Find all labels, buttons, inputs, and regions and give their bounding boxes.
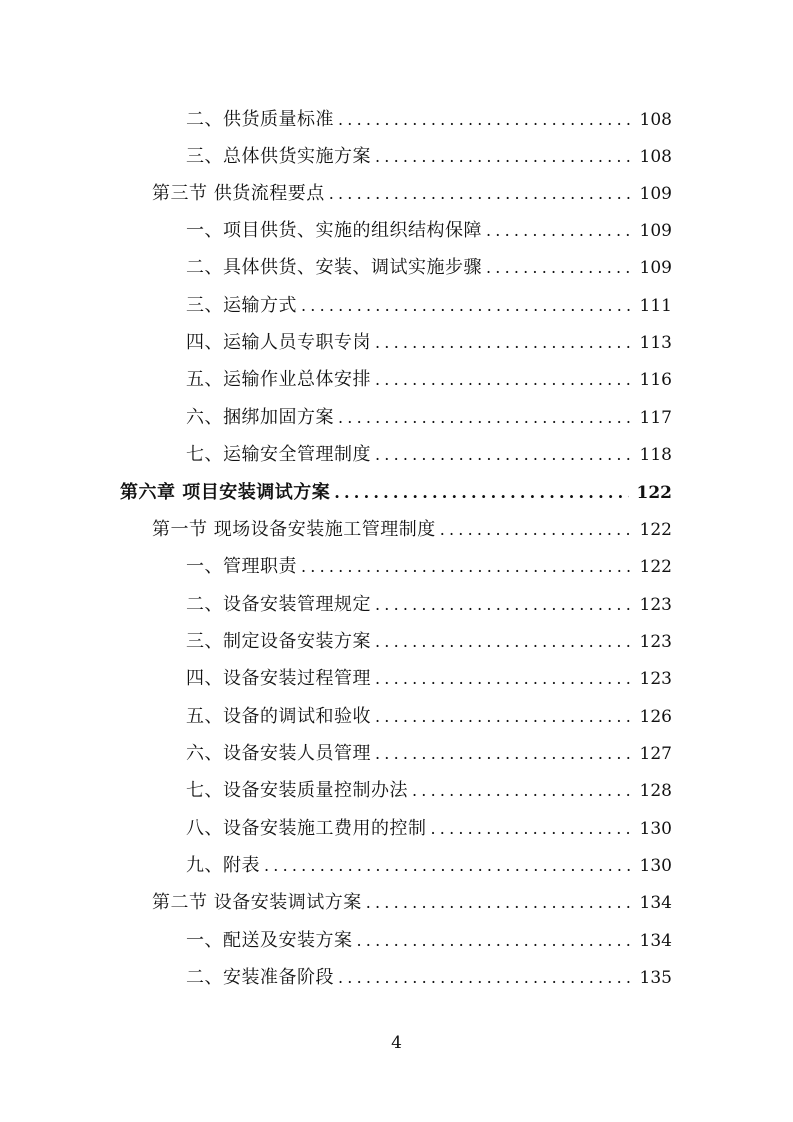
toc-dot-leader	[357, 926, 632, 956]
toc-dot-leader	[366, 888, 632, 918]
toc-entry-title: 七、运输安全管理制度	[186, 444, 371, 465]
toc-entry-title: 第一节 现场设备安装施工管理制度	[152, 519, 436, 540]
toc-dot-leader	[301, 552, 632, 582]
toc-entry-title: 五、运输作业总体安排	[186, 369, 371, 390]
toc-entry-page: 109	[639, 184, 672, 204]
toc-entry[interactable]	[186, 291, 672, 321]
toc-entry[interactable]	[186, 552, 672, 582]
toc-entry[interactable]	[152, 888, 672, 918]
toc-entry-page: 135	[639, 968, 672, 988]
toc-dot-leader	[375, 142, 632, 172]
toc-dot-leader	[375, 627, 632, 657]
toc-dot-leader	[338, 403, 632, 433]
toc-entry-page: 123	[639, 632, 672, 652]
toc-entry-title: 六、设备安装人员管理	[186, 743, 371, 764]
toc-entry[interactable]	[186, 963, 672, 993]
toc-entry-title: 九、附表	[186, 855, 260, 876]
toc-entry[interactable]	[186, 814, 672, 844]
toc-entry-page: 108	[639, 110, 672, 130]
toc-entry-page: 118	[639, 445, 672, 465]
toc-dot-leader	[338, 105, 632, 135]
toc-entry-page: 134	[639, 893, 672, 913]
toc-dot-leader	[329, 179, 632, 209]
toc-entry[interactable]	[186, 627, 672, 657]
toc-dot-leader	[375, 590, 632, 620]
toc-dot-leader	[375, 702, 632, 732]
toc-entry[interactable]	[186, 926, 672, 956]
toc-entry-page: 109	[639, 258, 672, 278]
toc-entry[interactable]	[152, 179, 672, 209]
toc-entry[interactable]	[186, 851, 672, 881]
toc-entry-title: 四、运输人员专职专岗	[186, 332, 371, 353]
toc-entry[interactable]	[186, 365, 672, 395]
toc-entry-title: 第六章 项目安装调试方案	[120, 482, 331, 503]
toc-dot-leader	[440, 515, 632, 545]
toc-entry[interactable]	[186, 664, 672, 694]
toc-entry[interactable]	[186, 739, 672, 769]
toc-entry-page: 108	[639, 147, 672, 167]
toc-dot-leader	[486, 216, 632, 246]
toc-dot-leader	[375, 739, 632, 769]
toc-entry-title: 七、设备安装质量控制办法	[186, 780, 408, 801]
toc-entry-page: 130	[639, 819, 672, 839]
toc-entry-page: 122	[639, 520, 672, 540]
toc-entry-title: 第二节 设备安装调试方案	[152, 892, 362, 913]
toc-dot-leader	[375, 328, 632, 358]
toc-entry-title: 第三节 供货流程要点	[152, 183, 325, 204]
toc-entry-title: 八、设备安装施工费用的控制	[186, 818, 427, 839]
toc-entry-title: 二、具体供货、安装、调试实施步骤	[186, 257, 482, 278]
toc-dot-leader	[375, 365, 632, 395]
toc-entry[interactable]	[186, 403, 672, 433]
toc-entry[interactable]	[186, 216, 672, 246]
toc-entry-page: 127	[639, 744, 672, 764]
toc-entry-page: 113	[639, 333, 672, 353]
toc-dot-leader	[301, 291, 632, 321]
toc-entry-page: 111	[639, 296, 672, 316]
toc-entry[interactable]	[186, 590, 672, 620]
toc-entry-title: 四、设备安装过程管理	[186, 668, 371, 689]
toc-entry-page: 109	[639, 221, 672, 241]
toc-entry-title: 三、运输方式	[186, 295, 297, 316]
toc-entry-page: 134	[639, 931, 672, 951]
toc-dot-leader	[431, 814, 632, 844]
toc-entry-title: 二、安装准备阶段	[186, 967, 334, 988]
toc-dot-leader	[338, 963, 632, 993]
toc-dot-leader	[375, 440, 632, 470]
toc-dot-leader	[412, 776, 632, 806]
toc-entry[interactable]	[186, 702, 672, 732]
toc-chapter-entry[interactable]	[120, 478, 672, 508]
toc-entry-title: 一、配送及安装方案	[186, 930, 353, 951]
page-number: 4	[391, 1033, 402, 1053]
toc-dot-leader	[486, 253, 632, 283]
toc-entry-title: 二、设备安装管理规定	[186, 594, 371, 615]
toc-entry[interactable]	[186, 776, 672, 806]
toc-entry[interactable]	[186, 328, 672, 358]
toc-entry-title: 五、设备的调试和验收	[186, 706, 371, 727]
toc-dot-leader	[334, 478, 628, 508]
toc-entry-page: 130	[639, 856, 672, 876]
toc-dot-leader	[375, 664, 632, 694]
toc-entry-title: 六、捆绑加固方案	[186, 407, 334, 428]
toc-entry[interactable]	[186, 105, 672, 135]
toc-entry[interactable]	[186, 440, 672, 470]
toc-entry-page: 122	[639, 557, 672, 577]
toc-entry-page: 123	[639, 595, 672, 615]
toc-entry-title: 一、项目供货、实施的组织结构保障	[186, 220, 482, 241]
toc-entry-title: 一、管理职责	[186, 556, 297, 577]
toc-entry[interactable]	[152, 515, 672, 545]
toc-entry-page: 122	[636, 483, 672, 503]
toc-entry[interactable]	[186, 253, 672, 283]
toc-entry-title: 三、总体供货实施方案	[186, 146, 371, 167]
toc-entry-page: 123	[639, 669, 672, 689]
toc-entry-page: 128	[639, 781, 672, 801]
toc-entry-page: 116	[639, 370, 672, 390]
toc-entry-title: 三、制定设备安装方案	[186, 631, 371, 652]
toc-entry-page: 117	[639, 408, 672, 428]
toc-entry-title: 二、供货质量标准	[186, 109, 334, 130]
toc-entry-page: 126	[639, 707, 672, 727]
toc-dot-leader	[264, 851, 632, 881]
toc-entry[interactable]	[186, 142, 672, 172]
